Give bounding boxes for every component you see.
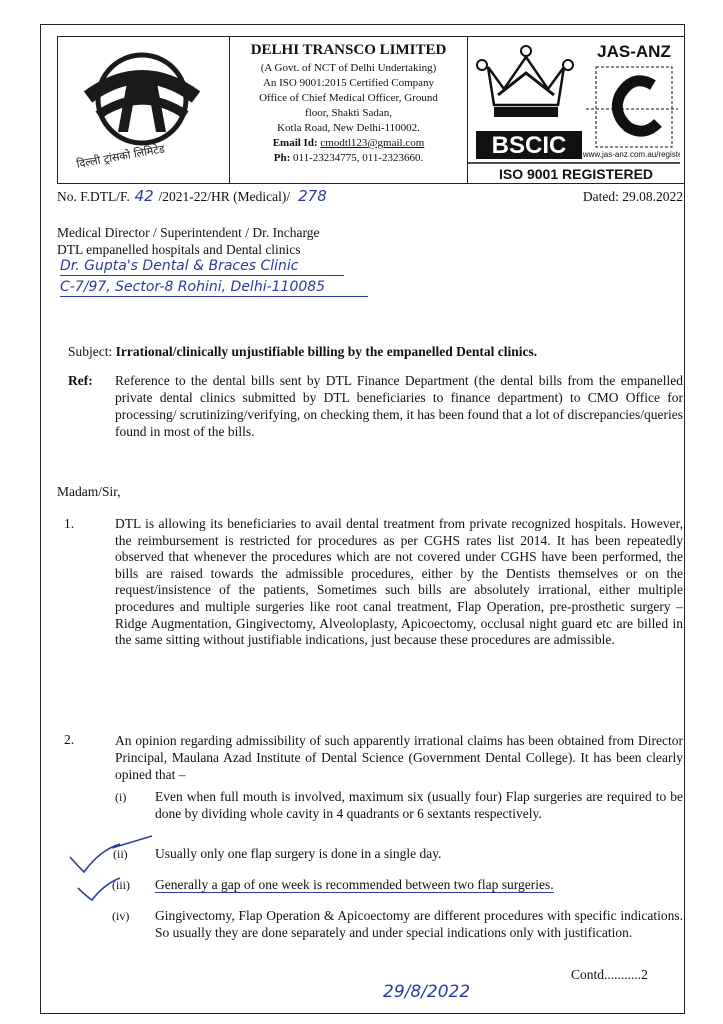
clinic-address-handwritten: C-7/97, Sector-8 Rohini, Delhi-110085: [60, 279, 368, 297]
point-2-number: 2.: [64, 732, 75, 747]
salutation: Madam/Sir,: [57, 484, 121, 499]
subpoint-ii-text: Usually only one flap surgery is done in a single day.: [155, 846, 442, 861]
subpoint-i-text: Even when full mouth is involved, maximum six (usually four) Flap surgeries are required to be done by dividing whole cavity in 4 quadrants or 6 sextants respectively.: [155, 789, 683, 821]
org-line1: (A Govt. of NCT of Delhi Undertaking): [260, 62, 437, 74]
cert-url: www.jas-anz.com.au/register: [582, 150, 680, 159]
subpoint-i-number: (i): [115, 790, 127, 804]
subpoint-iii-text: Generally a gap of one week is recommended between two flap surgeries.: [155, 877, 554, 892]
subject-line: Subject: Irrational/clinically unjustifiable billing by the empanelled Dental clinics.: [68, 344, 538, 359]
bscic-badge: BSCIC: [491, 132, 567, 159]
point-1-text: DTL is allowing its beneficiaries to avail dental treatment from private recognized hospitals. However, the reimbursement is restricted for procedures as per CGHS rates list 2014. It has been repeatedly observed that whenever the procedures which are not covered under CGHS have been performed, the bills are raised towards the admissible procedures, either by the Dentists themselves or on the request/insistence of the patients, Sometimes such bills are absolutely irrational, either multiple procedures and multiple surgeries like root canal treatment, Flap Operation, pre-prosthetic surgery – Ridge Augmentation, Gingivectomy, Alveoloplasty, Apicoectomy, occlusal night guard etc are billed in the same sitting without justifiable indications, just because these procedures are admissible.: [115, 516, 683, 648]
org-line4: floor, Shakti Sadan,: [305, 107, 392, 119]
jas-anz-label: JAS-ANZ: [597, 42, 671, 61]
ref-text: Reference to the dental bills sent by DTL Finance Department (the dental bills from the empanelled private dental clinics submitted by DTL beneficiaries to finance department) to CMO Office for processing/ scrutinizing/verifying, on checking them, it has been found that a lot of discrepancies/queries found in most of the bills.: [115, 373, 683, 439]
iso-registered: ISO 9001 REGISTERED: [498, 166, 654, 182]
ref-label: Ref:: [68, 373, 93, 388]
org-line3: Office of Chief Medical Officer, Ground: [259, 92, 438, 104]
subpoint-ii-number: (ii): [113, 847, 128, 861]
subpoint-iv-text: Gingivectomy, Flap Operation & Apicoectomy are different procedures with specific indications. So usually they are done separately and under special indications only with justification.: [155, 908, 683, 940]
org-line5: Kotla Road, New Delhi-110002.: [277, 122, 420, 134]
org-name: DELHI TRANSCO LIMITED: [250, 42, 447, 58]
logo-hindi-text: दिल्ली ट्रांसको लिमिटेड: [75, 142, 166, 171]
clinic-name-handwritten: Dr. Gupta's Dental & Braces Clinic: [60, 258, 344, 276]
point-1-number: 1.: [64, 516, 75, 531]
org-line2: An ISO 9001:2015 Certified Company: [262, 77, 435, 89]
org-email: Email Id: cmodtl123@gmail.com: [272, 137, 425, 149]
continued-marker: Contd...........2: [571, 967, 648, 982]
address-line2: DTL empanelled hospitals and Dental clinics: [57, 242, 301, 257]
org-phone: Ph: 011-23234775, 011-2323660.: [273, 152, 424, 164]
letter-date: Dated: 29.08.2022: [582, 189, 683, 204]
subpoint-iv-number: (iv): [112, 909, 130, 923]
address-line1: Medical Director / Superintendent / Dr. Incharge: [57, 225, 320, 240]
subpoint-iii-number: (iii): [112, 878, 130, 892]
signature-date-handwritten: 29/8/2022: [383, 982, 471, 1002]
letter-number: No. F.DTL/F. 42 /2021-22/HR (Medical)/ 278: [57, 187, 327, 205]
point-2-text: An opinion regarding admissibility of such apparently irrational claims has been obtained from Director Principal, Maulana Azad Institute of Dental Science (Government Dental College). It has been clearly opined that –: [115, 733, 683, 782]
